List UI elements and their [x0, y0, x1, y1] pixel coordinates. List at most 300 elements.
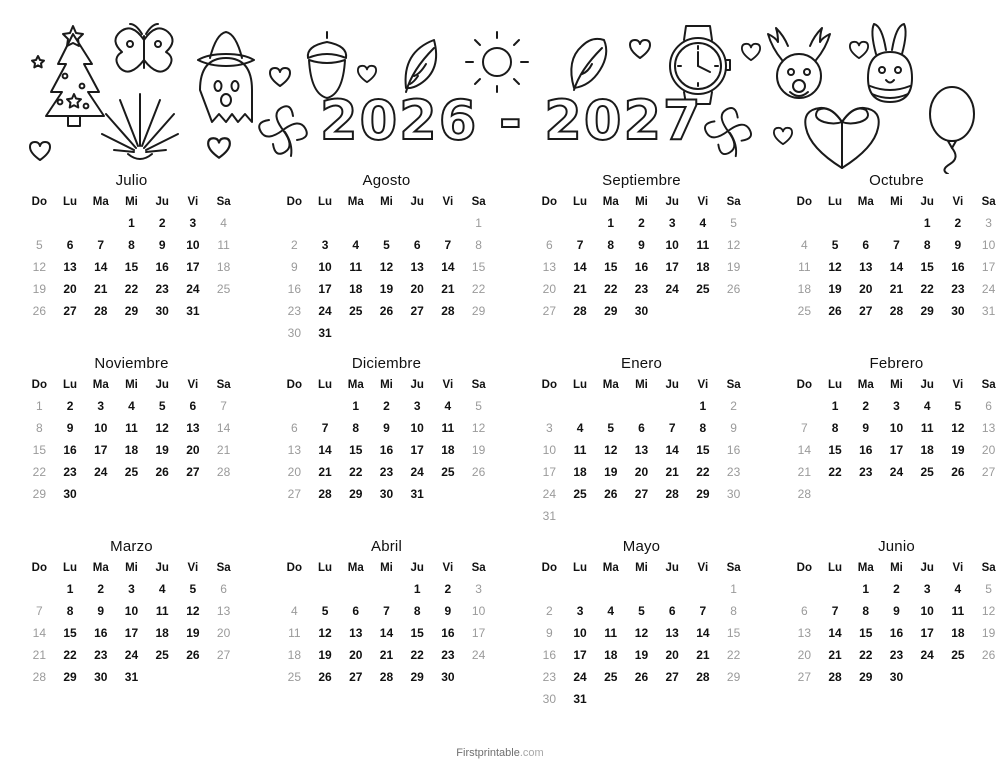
day-cell[interactable]: 21 [32, 648, 47, 662]
day-cell[interactable]: 12 [981, 604, 996, 618]
day-cell[interactable]: 4 [158, 582, 166, 596]
day-cell[interactable]: 21 [828, 648, 842, 662]
day-cell[interactable]: 6 [546, 238, 553, 252]
day-cell[interactable]: 8 [413, 604, 421, 618]
day-cell[interactable]: 18 [124, 443, 139, 457]
day-cell[interactable]: 15 [471, 260, 486, 274]
day-cell[interactable]: 18 [920, 443, 934, 457]
day-cell[interactable]: 27 [216, 648, 231, 662]
day-cell[interactable]: 13 [797, 626, 812, 640]
day-cell[interactable]: 6 [985, 399, 992, 413]
day-cell[interactable]: 30 [542, 692, 557, 706]
day-cell[interactable]: 17 [94, 443, 108, 457]
day-cell[interactable]: 12 [318, 626, 332, 640]
day-cell[interactable]: 25 [951, 648, 965, 662]
day-cell[interactable]: 5 [36, 238, 43, 252]
day-cell[interactable]: 27 [797, 670, 812, 684]
day-cell[interactable]: 26 [471, 465, 486, 479]
day-cell[interactable]: 5 [321, 604, 329, 618]
day-cell[interactable]: 2 [862, 399, 870, 413]
day-cell[interactable]: 4 [576, 421, 584, 435]
day-cell[interactable]: 5 [638, 604, 645, 618]
day-cell[interactable]: 11 [441, 421, 455, 435]
day-cell[interactable]: 16 [951, 260, 965, 274]
day-cell[interactable]: 23 [859, 465, 873, 479]
day-cell[interactable]: 25 [441, 465, 455, 479]
day-cell[interactable]: 11 [217, 238, 230, 252]
day-cell[interactable]: 24 [318, 304, 332, 318]
day-cell[interactable]: 14 [216, 421, 231, 435]
day-cell[interactable]: 28 [216, 465, 231, 479]
day-cell[interactable]: 19 [379, 282, 394, 296]
day-cell[interactable]: 9 [638, 238, 645, 252]
day-cell[interactable]: 8 [128, 238, 135, 252]
day-cell[interactable]: 17 [186, 260, 200, 274]
day-cell[interactable]: 22 [471, 282, 486, 296]
day-cell[interactable]: 8 [831, 421, 839, 435]
day-cell[interactable]: 22 [726, 648, 741, 662]
day-cell[interactable]: 11 [125, 421, 138, 435]
day-cell[interactable]: 14 [94, 260, 108, 274]
day-cell[interactable]: 19 [604, 465, 618, 479]
day-cell[interactable]: 14 [665, 443, 679, 457]
day-cell[interactable]: 24 [471, 648, 486, 662]
day-cell[interactable]: 31 [542, 509, 557, 523]
day-cell[interactable]: 28 [441, 304, 455, 318]
day-cell[interactable]: 15 [920, 260, 934, 274]
day-cell[interactable]: 14 [696, 626, 710, 640]
day-cell[interactable]: 19 [634, 648, 649, 662]
day-cell[interactable]: 1 [66, 582, 74, 596]
day-cell[interactable]: 27 [186, 465, 200, 479]
day-cell[interactable]: 6 [220, 582, 227, 596]
day-cell[interactable]: 24 [124, 648, 139, 662]
day-cell[interactable]: 30 [63, 487, 77, 501]
day-cell[interactable]: 22 [410, 648, 424, 662]
day-cell[interactable]: 27 [634, 487, 649, 501]
day-cell[interactable]: 25 [216, 282, 231, 296]
day-cell[interactable]: 1 [923, 216, 931, 230]
day-cell[interactable]: 20 [981, 443, 996, 457]
day-cell[interactable]: 5 [985, 582, 992, 596]
day-cell[interactable]: 10 [94, 421, 108, 435]
day-cell[interactable]: 10 [889, 421, 904, 435]
day-cell[interactable]: 15 [349, 443, 363, 457]
day-cell[interactable]: 16 [859, 443, 873, 457]
day-cell[interactable]: 24 [665, 282, 679, 296]
day-cell[interactable]: 24 [542, 487, 557, 501]
day-cell[interactable]: 16 [726, 443, 741, 457]
day-cell[interactable]: 8 [36, 421, 43, 435]
day-cell[interactable]: 17 [542, 465, 557, 479]
day-cell[interactable]: 16 [155, 260, 169, 274]
day-cell[interactable]: 2 [158, 216, 166, 230]
day-cell[interactable]: 18 [951, 626, 965, 640]
day-cell[interactable]: 21 [379, 648, 394, 662]
day-cell[interactable]: 5 [831, 238, 839, 252]
day-cell[interactable]: 28 [318, 487, 332, 501]
day-cell[interactable]: 8 [699, 421, 707, 435]
day-cell[interactable]: 18 [441, 443, 455, 457]
day-cell[interactable]: 4 [291, 604, 298, 618]
day-cell[interactable]: 5 [158, 399, 166, 413]
day-cell[interactable]: 30 [287, 326, 302, 340]
day-cell[interactable]: 22 [859, 648, 873, 662]
day-cell[interactable]: 13 [349, 626, 363, 640]
day-cell[interactable]: 14 [441, 260, 455, 274]
day-cell[interactable]: 21 [797, 465, 812, 479]
day-cell[interactable]: 30 [379, 487, 394, 501]
day-cell[interactable]: 11 [920, 421, 934, 435]
day-cell[interactable]: 9 [97, 604, 105, 618]
day-cell[interactable]: 13 [186, 421, 200, 435]
day-cell[interactable]: 12 [828, 260, 842, 274]
day-cell[interactable]: 2 [66, 399, 74, 413]
day-cell[interactable]: 26 [604, 487, 618, 501]
day-cell[interactable]: 12 [186, 604, 200, 618]
day-cell[interactable]: 19 [471, 443, 486, 457]
day-cell[interactable]: 12 [634, 626, 649, 640]
day-cell[interactable]: 21 [573, 282, 587, 296]
day-cell[interactable]: 29 [32, 487, 47, 501]
day-cell[interactable]: 2 [546, 604, 553, 618]
day-cell[interactable]: 20 [665, 648, 679, 662]
day-cell[interactable]: 1 [352, 399, 360, 413]
day-cell[interactable]: 19 [828, 282, 842, 296]
day-cell[interactable]: 2 [893, 582, 900, 596]
day-cell[interactable]: 30 [951, 304, 965, 318]
day-cell[interactable]: 25 [604, 670, 618, 684]
day-cell[interactable]: 9 [291, 260, 298, 274]
day-cell[interactable]: 20 [349, 648, 363, 662]
day-cell[interactable]: 11 [696, 238, 710, 252]
day-cell[interactable]: 18 [287, 648, 302, 662]
day-cell[interactable]: 7 [831, 604, 839, 618]
day-cell[interactable]: 8 [352, 421, 360, 435]
day-cell[interactable]: 19 [318, 648, 332, 662]
day-cell[interactable]: 31 [186, 304, 200, 318]
day-cell[interactable]: 12 [951, 421, 965, 435]
day-cell[interactable]: 5 [607, 421, 615, 435]
day-cell[interactable]: 29 [726, 670, 741, 684]
day-cell[interactable]: 5 [730, 216, 737, 230]
day-cell[interactable]: 18 [604, 648, 618, 662]
day-cell[interactable]: 16 [287, 282, 302, 296]
day-cell[interactable]: 27 [349, 670, 363, 684]
day-cell[interactable]: 23 [94, 648, 108, 662]
day-cell[interactable]: 14 [32, 626, 47, 640]
day-cell[interactable]: 7 [668, 421, 676, 435]
day-cell[interactable]: 22 [696, 465, 710, 479]
day-cell[interactable]: 9 [158, 238, 166, 252]
day-cell[interactable]: 9 [954, 238, 962, 252]
day-cell[interactable]: 10 [186, 238, 200, 252]
day-cell[interactable]: 3 [893, 399, 900, 413]
day-cell[interactable]: 2 [638, 216, 645, 230]
day-cell[interactable]: 15 [696, 443, 710, 457]
day-cell[interactable]: 7 [321, 421, 329, 435]
day-cell[interactable]: 3 [189, 216, 197, 230]
day-cell[interactable]: 22 [124, 282, 139, 296]
day-cell[interactable]: 7 [576, 238, 584, 252]
day-cell[interactable]: 1 [36, 399, 43, 413]
day-cell[interactable]: 28 [696, 670, 710, 684]
day-cell[interactable]: 29 [859, 670, 873, 684]
day-cell[interactable]: 7 [97, 238, 105, 252]
day-cell[interactable]: 7 [893, 238, 900, 252]
day-cell[interactable]: 21 [318, 465, 332, 479]
day-cell[interactable]: 7 [383, 604, 390, 618]
day-cell[interactable]: 10 [665, 238, 679, 252]
day-cell[interactable]: 11 [604, 626, 618, 640]
day-cell[interactable]: 22 [604, 282, 618, 296]
day-cell[interactable]: 2 [444, 582, 452, 596]
day-cell[interactable]: 31 [573, 692, 587, 706]
day-cell[interactable]: 27 [287, 487, 302, 501]
day-cell[interactable]: 21 [94, 282, 108, 296]
day-cell[interactable]: 11 [798, 260, 811, 274]
day-cell[interactable]: 12 [471, 421, 486, 435]
day-cell[interactable]: 3 [546, 421, 553, 435]
day-cell[interactable]: 3 [923, 582, 931, 596]
day-cell[interactable]: 28 [797, 487, 812, 501]
day-cell[interactable]: 16 [634, 260, 649, 274]
day-cell[interactable]: 20 [63, 282, 77, 296]
day-cell[interactable]: 5 [383, 238, 390, 252]
day-cell[interactable]: 20 [797, 648, 812, 662]
day-cell[interactable]: 14 [889, 260, 904, 274]
day-cell[interactable]: 22 [920, 282, 934, 296]
day-cell[interactable]: 6 [291, 421, 298, 435]
day-cell[interactable]: 26 [379, 304, 394, 318]
day-cell[interactable]: 9 [893, 604, 900, 618]
day-cell[interactable]: 24 [889, 465, 904, 479]
day-cell[interactable]: 4 [954, 582, 962, 596]
day-cell[interactable]: 1 [413, 582, 421, 596]
day-cell[interactable]: 8 [66, 604, 74, 618]
day-cell[interactable]: 16 [94, 626, 108, 640]
day-cell[interactable]: 11 [288, 626, 301, 640]
day-cell[interactable]: 4 [699, 216, 707, 230]
day-cell[interactable]: 28 [828, 670, 842, 684]
day-cell[interactable]: 21 [665, 465, 679, 479]
day-cell[interactable]: 1 [831, 399, 839, 413]
day-cell[interactable]: 9 [730, 421, 737, 435]
day-cell[interactable]: 11 [951, 604, 965, 618]
day-cell[interactable]: 23 [63, 465, 77, 479]
day-cell[interactable]: 2 [383, 399, 390, 413]
day-cell[interactable]: 30 [155, 304, 169, 318]
day-cell[interactable]: 23 [287, 304, 302, 318]
day-cell[interactable]: 12 [32, 260, 47, 274]
day-cell[interactable]: 1 [475, 216, 482, 230]
day-cell[interactable]: 15 [859, 626, 873, 640]
day-cell[interactable]: 13 [665, 626, 679, 640]
day-cell[interactable]: 1 [862, 582, 870, 596]
day-cell[interactable]: 20 [216, 626, 231, 640]
day-cell[interactable]: 17 [471, 626, 486, 640]
day-cell[interactable]: 27 [410, 304, 424, 318]
day-cell[interactable]: 2 [730, 399, 737, 413]
day-cell[interactable]: 3 [985, 216, 992, 230]
day-cell[interactable]: 26 [634, 670, 649, 684]
day-cell[interactable]: 20 [410, 282, 424, 296]
day-cell[interactable]: 26 [318, 670, 332, 684]
day-cell[interactable]: 27 [859, 304, 873, 318]
day-cell[interactable]: 13 [410, 260, 424, 274]
day-cell[interactable]: 23 [726, 465, 741, 479]
day-cell[interactable]: 21 [441, 282, 455, 296]
day-cell[interactable]: 17 [889, 443, 904, 457]
day-cell[interactable]: 12 [726, 238, 741, 252]
day-cell[interactable]: 27 [981, 465, 996, 479]
day-cell[interactable]: 28 [889, 304, 904, 318]
day-cell[interactable]: 12 [155, 421, 169, 435]
day-cell[interactable]: 11 [155, 604, 169, 618]
day-cell[interactable]: 2 [97, 582, 105, 596]
day-cell[interactable]: 10 [124, 604, 139, 618]
day-cell[interactable]: 24 [920, 648, 934, 662]
day-cell[interactable]: 17 [665, 260, 679, 274]
day-cell[interactable]: 26 [951, 465, 965, 479]
day-cell[interactable]: 26 [32, 304, 47, 318]
day-cell[interactable]: 29 [471, 304, 486, 318]
day-cell[interactable]: 30 [634, 304, 649, 318]
day-cell[interactable]: 24 [186, 282, 200, 296]
day-cell[interactable]: 1 [128, 216, 135, 230]
day-cell[interactable]: 15 [604, 260, 618, 274]
day-cell[interactable]: 22 [349, 465, 363, 479]
day-cell[interactable]: 10 [471, 604, 486, 618]
day-cell[interactable]: 4 [444, 399, 452, 413]
day-cell[interactable]: 3 [413, 399, 421, 413]
day-cell[interactable]: 7 [801, 421, 808, 435]
day-cell[interactable]: 13 [287, 443, 302, 457]
day-cell[interactable]: 3 [128, 582, 135, 596]
day-cell[interactable]: 27 [63, 304, 77, 318]
day-cell[interactable]: 8 [923, 238, 931, 252]
day-cell[interactable]: 3 [668, 216, 676, 230]
day-cell[interactable]: 25 [797, 304, 812, 318]
day-cell[interactable]: 23 [441, 648, 455, 662]
day-cell[interactable]: 8 [607, 238, 615, 252]
day-cell[interactable]: 9 [862, 421, 870, 435]
day-cell[interactable]: 15 [410, 626, 424, 640]
day-cell[interactable]: 22 [63, 648, 77, 662]
day-cell[interactable]: 19 [186, 626, 200, 640]
day-cell[interactable]: 25 [573, 487, 587, 501]
day-cell[interactable]: 3 [475, 582, 482, 596]
day-cell[interactable]: 8 [730, 604, 737, 618]
day-cell[interactable]: 26 [186, 648, 200, 662]
day-cell[interactable]: 10 [573, 626, 587, 640]
day-cell[interactable]: 17 [920, 626, 934, 640]
day-cell[interactable]: 20 [542, 282, 557, 296]
day-cell[interactable]: 18 [696, 260, 710, 274]
day-cell[interactable]: 17 [410, 443, 424, 457]
day-cell[interactable]: 19 [951, 443, 965, 457]
day-cell[interactable]: 4 [923, 399, 931, 413]
day-cell[interactable]: 7 [36, 604, 43, 618]
day-cell[interactable]: 24 [573, 670, 587, 684]
day-cell[interactable]: 23 [155, 282, 169, 296]
day-cell[interactable]: 13 [216, 604, 231, 618]
day-cell[interactable]: 4 [801, 238, 808, 252]
day-cell[interactable]: 9 [66, 421, 74, 435]
day-cell[interactable]: 2 [291, 238, 298, 252]
day-cell[interactable]: 23 [889, 648, 904, 662]
day-cell[interactable]: 25 [349, 304, 363, 318]
day-cell[interactable]: 27 [665, 670, 679, 684]
day-cell[interactable]: 18 [155, 626, 169, 640]
day-cell[interactable]: 24 [94, 465, 108, 479]
day-cell[interactable]: 20 [186, 443, 200, 457]
day-cell[interactable]: 15 [63, 626, 77, 640]
day-cell[interactable]: 26 [828, 304, 842, 318]
day-cell[interactable]: 6 [862, 238, 870, 252]
day-cell[interactable]: 14 [828, 626, 842, 640]
day-cell[interactable]: 22 [32, 465, 47, 479]
day-cell[interactable]: 13 [634, 443, 649, 457]
day-cell[interactable]: 4 [220, 216, 227, 230]
day-cell[interactable]: 31 [410, 487, 424, 501]
day-cell[interactable]: 6 [413, 238, 421, 252]
day-cell[interactable]: 26 [155, 465, 169, 479]
day-cell[interactable]: 31 [318, 326, 332, 340]
day-cell[interactable]: 7 [699, 604, 707, 618]
day-cell[interactable]: 11 [573, 443, 587, 457]
day-cell[interactable]: 15 [124, 260, 139, 274]
day-cell[interactable]: 16 [441, 626, 455, 640]
day-cell[interactable]: 17 [573, 648, 587, 662]
day-cell[interactable]: 15 [32, 443, 47, 457]
day-cell[interactable]: 29 [349, 487, 363, 501]
day-cell[interactable]: 30 [726, 487, 741, 501]
day-cell[interactable]: 30 [441, 670, 455, 684]
day-cell[interactable]: 9 [383, 421, 390, 435]
day-cell[interactable]: 24 [981, 282, 996, 296]
day-cell[interactable]: 14 [318, 443, 332, 457]
day-cell[interactable]: 6 [668, 604, 676, 618]
day-cell[interactable]: 25 [696, 282, 710, 296]
day-cell[interactable]: 4 [352, 238, 360, 252]
day-cell[interactable]: 31 [124, 670, 139, 684]
day-cell[interactable]: 4 [607, 604, 615, 618]
day-cell[interactable]: 21 [696, 648, 710, 662]
day-cell[interactable]: 6 [66, 238, 74, 252]
day-cell[interactable]: 19 [981, 626, 996, 640]
day-cell[interactable]: 31 [981, 304, 996, 318]
day-cell[interactable]: 12 [379, 260, 394, 274]
day-cell[interactable]: 21 [889, 282, 904, 296]
day-cell[interactable]: 14 [797, 443, 812, 457]
day-cell[interactable]: 18 [216, 260, 231, 274]
day-cell[interactable]: 26 [726, 282, 741, 296]
day-cell[interactable]: 10 [542, 443, 557, 457]
day-cell[interactable]: 23 [542, 670, 557, 684]
day-cell[interactable]: 16 [379, 443, 394, 457]
day-cell[interactable]: 13 [981, 421, 996, 435]
day-cell[interactable]: 16 [542, 648, 557, 662]
day-cell[interactable]: 10 [318, 260, 332, 274]
day-cell[interactable]: 4 [128, 399, 135, 413]
day-cell[interactable]: 6 [638, 421, 645, 435]
day-cell[interactable]: 25 [287, 670, 302, 684]
day-cell[interactable]: 6 [189, 399, 197, 413]
day-cell[interactable]: 13 [859, 260, 873, 274]
day-cell[interactable]: 18 [573, 465, 587, 479]
day-cell[interactable]: 10 [920, 604, 934, 618]
